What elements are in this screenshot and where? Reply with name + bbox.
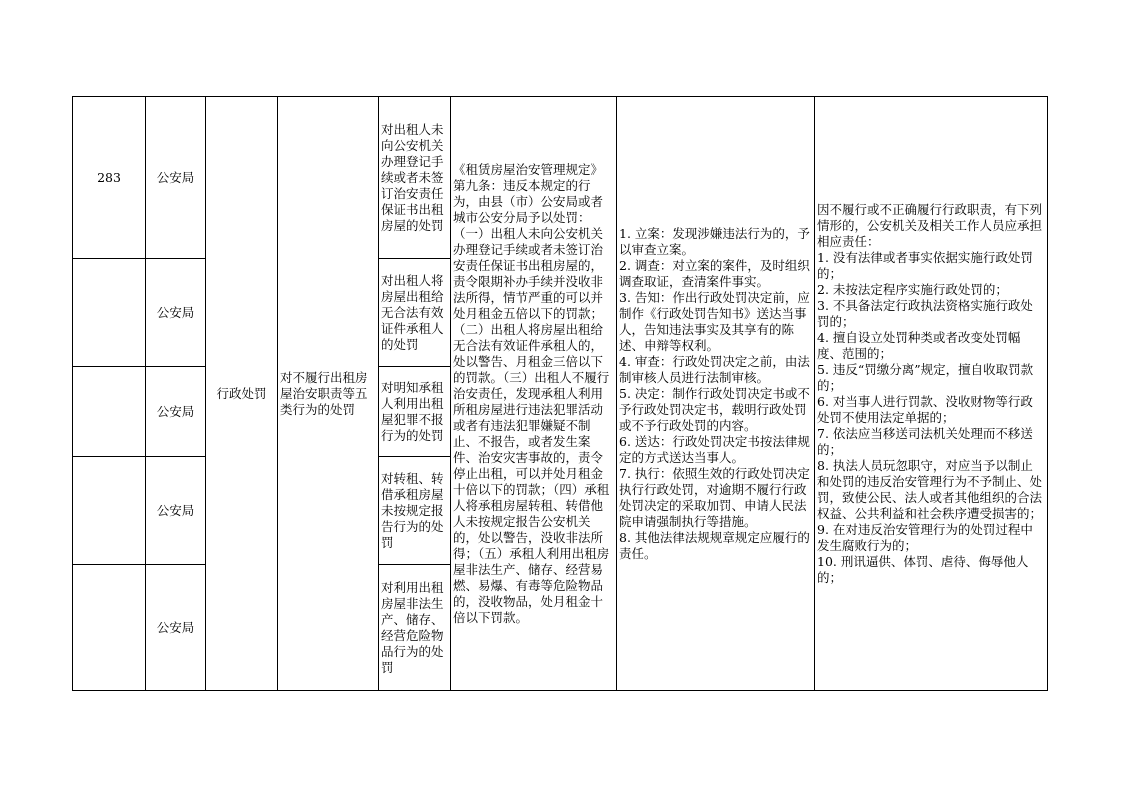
procedure-step: 8. 其他法律法规规章规定应履行的责任。 (619, 529, 810, 561)
sub-item-cell: 对出租人将房屋出租给无合法有效证件承租人的处罚 (379, 259, 451, 367)
responsibility-item: 8. 执法人员玩忽职守，对应当予以制止和处罚的违反治安管理行为不予制止、处罚，致使公民、法人或者其他组织的合法权益、公共利益和社会秩序遭受损害的； (817, 457, 1043, 521)
procedure-step: 5. 决定：制作行政处罚决定书或不予行政处罚决定书，载明行政处罚或不予行政处罚的内容。 (619, 385, 810, 433)
procedure-step: 7. 执行：依照生效的行政处罚决定执行行政处罚，对逾期不履行行政处罚决定的采取加罚、申请人民法院申请强制执行等措施。 (619, 465, 810, 529)
department-cell: 公安局 (146, 565, 206, 691)
department-cell: 公安局 (146, 457, 206, 565)
responsibility-item: 5. 违反“罚缴分离”规定，擅自收取罚款的； (817, 361, 1034, 393)
responsibility-item: 1. 没有法律或者事实依据实施行政处罚的； (817, 249, 1033, 281)
item-number-empty (73, 457, 146, 565)
procedure-cell (617, 97, 815, 691)
item-name-cell: 对不履行出租房屋治安职责等五类行为的处罚 (278, 97, 379, 691)
department-cell: 公安局 (146, 97, 206, 259)
sub-item-cell: 对出租人未向公安机关办理登记手续或者未签订治安责任保证书出租房屋的处罚 (379, 97, 451, 259)
power-list-table (72, 96, 1048, 691)
power-type-cell: 行政处罚 (206, 97, 278, 691)
procedure-step: 3. 告知：作出行政处罚决定前，应制作《行政处罚告知书》送达当事人，告知违法事实及其享有的陈述、申辩等权利。 (619, 289, 810, 353)
sub-item-cell: 对明知承租人利用出租屋犯罪不报行为的处罚 (379, 367, 451, 457)
procedure-step: 1. 立案：发现涉嫌违法行为的，予以审查立案。 (619, 225, 810, 257)
item-number: 283 (73, 97, 146, 259)
responsibility-item: 7. 依法应当移送司法机关处理而不移送的； (817, 425, 1033, 457)
table-row (73, 97, 1048, 259)
responsibility-item: 2. 未按法定程序实施行政处罚的； (817, 281, 1008, 297)
responsibility-item: 3. 不具备法定行政执法资格实施行政处罚的； (817, 297, 1033, 329)
item-number-empty (73, 565, 146, 691)
responsibility-item: 10. 刑讯逼供、体罚、虐待、侮辱他人的； (817, 553, 1029, 585)
procedure-step: 6. 送达：行政处罚决定书按法律规定的方式送达当事人。 (619, 433, 810, 465)
procedure-step: 2. 调查：对立案的案件，及时组织调查取证，查清案件事实。 (619, 257, 810, 289)
responsibility-item: 6. 对当事人进行罚款、没收财物等行政处罚不使用法定单据的； (817, 393, 1033, 425)
sub-item-cell: 对转租、转借承租房屋未按规定报告行为的处罚 (379, 457, 451, 565)
procedure-step: 4. 审查：行政处罚决定之前，由法制审核人员进行法制审核。 (619, 353, 810, 385)
responsibility-item: 4. 擅自设立处罚种类或者改变处罚幅度、范围的； (817, 329, 1021, 361)
responsibility-cell (815, 97, 1048, 691)
legal-basis-cell: 《租赁房屋治安管理规定》第九条：违反本规定的行为，由县（市）公安局或者城市公安分局予以处罚：（一）出租人未向公安机关办理登记手续或者未签订治安责任保证书出租房屋的，责令限期补办手续并没收非法所得，情节严重的可以并处月租金五倍以下的罚款；（二）出租人将房屋出租给无合法有效证件承租人的，处以警告、月租金三倍以下的罚款。（三）出租人不履行治安责任，发现承租人利用所租房屋进行违法犯罪活动或者有违法犯罪嫌疑不制止、不报告，或者发生案件、治安灾害事故的，责令停止出租，可以并处月租金十倍以下的罚款；（四）承租人将承租房屋转租、转借他人未按规定报告公安机关的，处以警告，没收非法所得；（五）承租人利用出租房屋非法生产、储存、经营易燃、易爆、有毒等危险物品的，没收物品，处月租金十倍以下罚款。 (451, 97, 617, 691)
item-number-empty (73, 367, 146, 457)
sub-item-cell: 对利用出租房屋非法生产、储存、经营危险物品行为的处罚 (379, 565, 451, 691)
department-cell: 公安局 (146, 259, 206, 367)
department-cell: 公安局 (146, 367, 206, 457)
responsibility-item: 因不履行或不正确履行行政职责，有下列情形的，公安机关及相关工作人员应承担相应责任： (817, 201, 1043, 249)
responsibility-item: 9. 在对违反治安管理行为的处罚过程中发生腐败行为的； (817, 521, 1033, 553)
item-number-empty (73, 259, 146, 367)
